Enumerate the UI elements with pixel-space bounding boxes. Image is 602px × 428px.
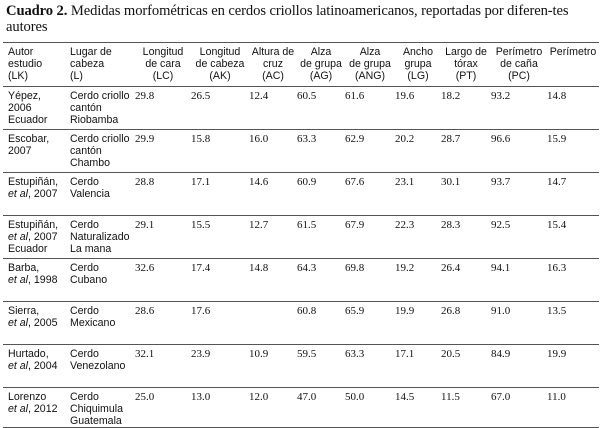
cell-longitud-cabeza: 15.5 [191,218,211,231]
cell-alza-grupa-ag: 60.5 [297,89,317,102]
autor-line: Estupiñán, [8,218,59,231]
lugar-line: Naturalizado [70,230,130,243]
header-line: (AC) [262,70,284,83]
header-line: grupa [404,58,432,71]
cell-alza-grupa-ang: 67.6 [345,175,365,188]
lugar-line: Cerdo [70,175,99,188]
cell-lugar [65,172,135,215]
header-longitud-cabeza [191,43,249,87]
header-line: (AK) [209,70,231,83]
header-perimetro-cana [491,43,547,87]
autor-line: Yépez, [8,89,41,102]
cell-ancho-grupa: 23.1 [395,175,415,188]
cell-perimetro-cana: 91.0 [491,304,511,317]
cell-largo-torax: 28.7 [441,132,461,145]
cell-longitud-cabeza: 17.6 [191,304,211,317]
et-al-text: et al [8,359,29,372]
cell-lugar [65,215,135,258]
header-ancho-grupa [395,43,441,87]
cell-perimetro-cana: 84.9 [491,347,511,360]
header-longitud-cara [135,43,191,87]
cell-largo-torax: 18.2 [441,89,461,102]
cell-altura-cruz: 12.4 [249,89,269,102]
et-al-text: et al [8,187,29,200]
header-line: Alza [359,46,381,58]
autor-line: et al, 1998 [8,273,58,286]
cell-alza-grupa-ag: 64.3 [297,261,317,274]
cell-lugar [65,344,135,387]
lugar-line: Mexicano [70,316,116,329]
table-row [3,344,599,387]
cell-altura-cruz: 16.0 [249,132,269,145]
cell-largo-torax: 20.5 [441,347,461,360]
cell-lugar [65,258,135,301]
cell-alza-grupa-ang: 61.6 [345,89,365,102]
cell-perimetro: 11.0 [547,390,566,403]
header-line: (L) [70,70,83,83]
header-alza-grupa-ag [297,43,345,87]
autor-line: Lorenzo [8,390,47,403]
cell-ancho-grupa: 19.6 [395,89,415,102]
cell-autor [3,258,65,301]
cell-alza-grupa-ang: 63.3 [345,347,365,360]
cell-perimetro: 15.9 [547,132,567,145]
header-line: Longitud [199,46,241,58]
header-line: Alza [310,46,332,58]
lugar-line: Cerdo [70,347,99,360]
cell-autor [3,86,65,129]
cell-longitud-cabeza: 13.0 [191,390,211,403]
table-row [3,387,599,428]
autor-line: Hurtado, [8,347,49,360]
cell-perimetro: 13.5 [547,304,567,317]
cell-alza-grupa-ag: 60.9 [297,175,317,188]
cell-altura-cruz: 10.9 [249,347,269,360]
lugar-line: Cerdo [70,390,99,403]
cell-lugar [65,129,135,172]
cell-perimetro: 14.8 [547,89,567,102]
cell-longitud-cara: 29.1 [135,218,155,231]
header-line: (LC) [152,70,174,83]
table-row [3,215,599,258]
header-line: de cara [145,58,181,71]
cell-perimetro: 14.7 [547,175,567,188]
autor-line: 2007 [8,144,32,157]
cell-alza-grupa-ag: 60.8 [297,304,317,317]
lugar-line: Riobamba [70,114,119,127]
caption-lead: Cuadro 2. [6,3,68,19]
header-line: Ancho [402,46,434,58]
header-line: Perímetro [495,46,543,58]
header-line: (ANG) [354,70,385,83]
header-altura-cruz [249,43,297,87]
et-al-text: et al [8,230,29,243]
caption-text: Medidas morfométricas en cerdos criollos latinoamericanos, reportadas por diferen-tes autores [6,3,569,35]
lugar-line: Cerdo criollo [70,132,130,145]
cell-longitud-cara: 29.9 [135,132,155,145]
lugar-line: Cerdo [70,218,99,231]
autor-line: et al, 2004 [8,359,58,372]
cell-alza-grupa-ag: 47.0 [297,390,317,403]
autor-line: Ecuador [8,114,48,127]
lugar-line: Cerdo criollo [70,89,130,102]
cell-autor [3,301,65,344]
cell-alza-grupa-ag: 59.5 [297,347,317,360]
cell-longitud-cara: 29.8 [135,89,155,102]
cell-autor [3,387,65,428]
cell-longitud-cara: 28.6 [135,304,155,317]
cell-longitud-cabeza: 17.1 [191,175,211,188]
morphometric-table [3,42,599,428]
cell-ancho-grupa: 22.3 [395,218,415,231]
cell-ancho-grupa: 14.5 [395,390,415,403]
lugar-line: Valencia [70,187,110,200]
header-line: tórax [454,58,478,71]
header-row [3,43,599,87]
header-alza-grupa-ang [345,43,395,87]
et-al-text: et al [8,402,29,415]
header-line: de caña [500,58,538,71]
lugar-line: Venezolano [70,359,126,372]
cell-largo-torax: 11.5 [441,390,460,403]
autor-line: et al, 2007 [8,187,58,200]
cell-altura-cruz: 14.8 [249,261,269,274]
header-line: (PC) [508,70,530,83]
cell-largo-torax: 30.1 [441,175,461,188]
table-row [3,172,599,215]
header-line: Autor [8,46,34,58]
header-line: (AG) [309,70,333,83]
cell-perimetro-cana: 67.0 [491,390,511,403]
header-line: cabeza [70,58,105,71]
cell-longitud-cara: 28.8 [135,175,155,188]
cell-alza-grupa-ang: 50.0 [345,390,365,403]
autor-line: et al, 2012 [8,402,58,415]
cell-alza-grupa-ang: 62.9 [345,132,365,145]
cell-alza-grupa-ang: 69.8 [345,261,365,274]
autor-line: Sierra, [8,304,40,317]
header-largo-torax [441,43,491,87]
cell-ancho-grupa: 19.2 [395,261,415,274]
lugar-line: Cerdo [70,304,99,317]
table-row [3,86,599,129]
cell-alza-grupa-ag: 63.3 [297,132,317,145]
lugar-line: Chambo [70,157,111,170]
cell-altura-cruz: 14.6 [249,175,269,188]
cell-autor [3,344,65,387]
table-caption [6,3,596,35]
cell-ancho-grupa: 17.1 [395,347,415,360]
table-header [3,43,599,87]
header-line: (PT) [455,70,477,83]
cell-perimetro-cana: 92.5 [491,218,511,231]
autor-line: et al, 2005 [8,316,58,329]
cell-altura-cruz: 12.0 [249,390,269,403]
cell-longitud-cara: 25.0 [135,390,155,403]
autor-line: Barba, [8,261,40,274]
cell-perimetro-cana: 93.7 [491,175,511,188]
cell-ancho-grupa: 19.9 [395,304,415,317]
table-row [3,301,599,344]
cell-largo-torax: 28.3 [441,218,461,231]
header-line: Lugar de [70,46,112,58]
autor-line: et al, 2007 [8,230,58,243]
header-line: Altura de [251,46,295,58]
lugar-line: Chiquimula [70,402,123,415]
cell-alza-grupa-ang: 65.9 [345,304,365,317]
header-line: Longitud [142,46,184,58]
cell-lugar [65,301,135,344]
header-line: cruz [262,58,283,71]
autor-line: Escobar, [8,132,50,145]
cell-lugar [65,86,135,129]
cell-alza-grupa-ang: 67.9 [345,218,365,231]
cell-alza-grupa-ag: 61.5 [297,218,317,231]
header-autor [3,43,65,87]
autor-line: Estupiñán, [8,175,59,188]
cell-perimetro: 15.4 [547,218,567,231]
header-perimetro [547,43,599,87]
cell-perimetro-cana: 94.1 [491,261,511,274]
cell-perimetro-cana: 93.2 [491,89,511,102]
autor-line: 2006 [8,101,32,114]
header-line: (LG) [407,70,429,83]
cell-lugar [65,387,135,428]
header-line: estudio [8,58,43,71]
header-line: Perímetro [549,46,597,58]
header-line: (LK) [8,70,29,83]
lugar-line: La mana [70,243,112,256]
lugar-line: cantón [70,101,102,114]
lugar-line: Cerdo [70,261,99,274]
et-al-text: et al [8,273,29,286]
et-al-text: et al [8,316,29,329]
table-row [3,258,599,301]
cell-longitud-cara: 32.6 [135,261,155,274]
cell-altura-cruz [249,301,297,344]
cell-autor [3,129,65,172]
cell-longitud-cara: 32.1 [135,347,155,360]
cell-largo-torax: 26.8 [441,304,461,317]
cell-autor [3,215,65,258]
header-line: de cabeza [195,58,245,71]
header-line: de grupa [349,58,391,71]
header-line: Largo de [445,46,487,58]
cell-longitud-cabeza: 17.4 [191,261,211,274]
table-body [3,86,599,428]
header-line: de grupa [300,58,342,71]
table-row [3,129,599,172]
header-lugar [65,43,135,87]
cell-longitud-cabeza: 26.5 [191,89,211,102]
lugar-line: Guatemala [70,415,122,428]
cell-autor [3,172,65,215]
cell-longitud-cabeza: 15.8 [191,132,211,145]
cell-perimetro-cana: 96.6 [491,132,511,145]
cell-perimetro: 16.3 [547,261,567,274]
autor-line: Ecuador [8,243,48,256]
cell-altura-cruz: 12.7 [249,218,269,231]
cell-ancho-grupa: 20.2 [395,132,415,145]
lugar-line: cantón [70,144,102,157]
lugar-line: Cubano [70,273,108,286]
cell-largo-torax: 26.4 [441,261,461,274]
cell-longitud-cabeza: 23.9 [191,347,211,360]
cell-perimetro: 19.9 [547,347,567,360]
